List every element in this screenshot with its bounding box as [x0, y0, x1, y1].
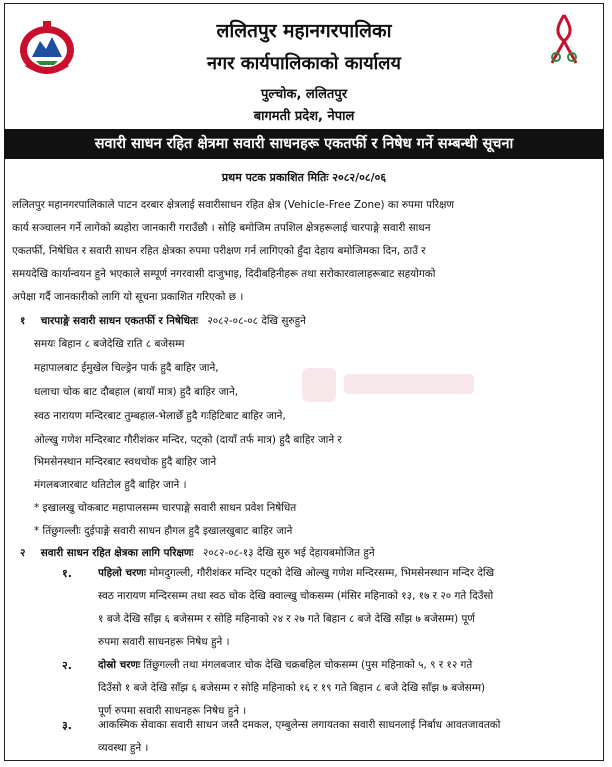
section-date: २०८२-०८-१३ देखि सुरु भई देहायबमोजित हुने — [202, 547, 375, 559]
section-1-line: भिमसेनस्थान मन्दिरबाट स्वथचोक हुदै बाहिर जाने — [34, 456, 217, 468]
office-name: नगर कार्यपालिकाको कार्यालय — [207, 53, 401, 74]
watermark-logo — [300, 360, 480, 410]
item-first-line — [98, 654, 598, 677]
phase-2-item — [98, 654, 598, 723]
section-1-line: स्वठ नारायण मन्दिरबाट तुम्बहाल-भेलाछेँ हुदै गःहिटिबाट बाहिर जाने, — [34, 410, 286, 422]
item-line: दिउँसो १ बजे देखि साँझ ६ बजेसम्म र सोहि महिनाको १६ र १९ गते बिहान ८ बजे देखि साँझ ७ बजेसम्म) — [98, 682, 486, 694]
item-number: ३. — [62, 719, 72, 732]
publish-date: प्रथम पटक प्रकाशित मितिः २०८२/०८/०६ — [221, 171, 387, 184]
intro-line: समयदेखि कार्यान्वयन हुने भएकाले सम्पूर्ण नगरवासी दाजुभाइ, दिदीबहिनीहरू तथा सरोकारवालाहरूबाट सहयोगको — [12, 268, 436, 280]
intro-paragraph — [12, 194, 596, 309]
notice-title-banner: सवारी साधन रहित क्षेत्रमा सवारी साधनहरू एकतर्फी र निषेध गर्ने सम्बन्धी सूचना — [4, 129, 604, 159]
letterhead — [4, 3, 604, 127]
item-line: व्यवस्था हुने । — [98, 742, 149, 754]
item-line: १ बजे देखि साँझ ६ बजेसम्म र सोहि महिनाको २४ र २७ गते बिहान ८ बजे देखि साँझ ७ बजेसम्म) पूर्ण — [98, 613, 475, 625]
section-heading: सवारी साधन रहित क्षेत्रका लागि परिक्षणः — [40, 547, 194, 559]
intro-line: कार्य सञ्चालन गर्ने लागेको ब्यहोरा जानकारी गराउँछौ । सोहि बमोजिम तपशिल क्षेत्रहरूलाई चारपाङ्गे सवारी साधन — [12, 222, 431, 234]
section-1-bullet: * तिंछुगल्लीः दुईपाङ्गे सवारी साधन हौगल हुदै इखालखुबाट बाहिर जाने — [34, 525, 293, 537]
intro-line: ललितपुर महानगरपालिकाले पाटन दरबार क्षेत्रलाई सवारीसाधन रहित क्षेत्र (Vehicle-Free Zone) का रुपमा परिक्षण — [12, 199, 454, 211]
section-number: १ — [20, 315, 26, 327]
item-text: मोमदुगल्ली, गौरीशंकर मन्दिर पट्को देखि ओल्खु गणेश मन्दिरसम्म, भिमसेनस्थान मन्दिर देखि — [149, 567, 495, 579]
item-text: आकस्मिक सेवाका सवारी साधन जस्तै दमकल, एम्बुलेन्स लगायतका सवारी साधनलाई निर्बाध आवतजावतको — [98, 719, 501, 731]
intro-line: एकतर्फी, निषेधित र सवारी साधन रहित क्षेत्रका रुपमा परीक्षण गर्न लागिएको हुँदा देहाय बमोजिमका दिन, ठाउँ र — [12, 245, 426, 257]
item-number: २. — [62, 659, 72, 672]
section-number: २ — [20, 547, 26, 559]
section-1-line: समयः बिहान ८ बजेदेखि राति ८ बजेसम्म — [34, 338, 185, 350]
section-2-header — [20, 546, 375, 560]
item-text: तिंछुगल्ली तथा मंगलबजार चोक देखि चक्रबहिल चोकसम्म (पुस महिनाको ५, ९ र १२ गते — [143, 659, 473, 671]
section-date: २०८२-०८-०८ देखि सुरुहुने — [207, 315, 306, 327]
section-1-line: धलाचा चोक बाट दौबहाल (बायाँ मात्र) हुदै बाहिर जाने, — [34, 386, 239, 398]
phase-1-item — [98, 562, 598, 654]
item-label: पहिलो चरणः — [98, 567, 146, 579]
item-first-line — [98, 562, 598, 585]
item-label: दोस्रो चरणः — [98, 659, 141, 671]
office-province: बागमती प्रदेश, नेपाल — [253, 109, 355, 124]
section-1-header — [20, 314, 306, 328]
section-1-line: ओल्खु गणेश मन्दिरबाट गौरीशंकर मन्दिर, पट्को (दायाँ तर्फ मात्र) हुदै बाहिर जाने र — [34, 434, 342, 446]
item-line: रुपमा सवारी साधनहरू निषेध हुने । — [98, 636, 230, 648]
section-1-line: महापालबाट ईमुखेल चिल्ड्रेन पार्क हुदै बाहिर जाने, — [34, 362, 219, 374]
office-location: पुल्चोक, ललितपुर — [260, 87, 348, 102]
section-heading: चारपाङ्गे सवारी साधन एकतर्फी र निषेधितः — [40, 315, 198, 327]
item-number: १. — [62, 567, 72, 580]
section-1-bullet: * इखालखु चोकबाट महापालसम्म चारपाङ्गे सवारी साधन प्रवेश निषेधित — [34, 502, 297, 514]
item-line: पूर्ण रुपमा सवारी साधनहरू निषेध हुने । — [98, 705, 247, 717]
item-line: स्वठ नारायण मन्दिरसम्म तथा स्वठ चोक देखि क्वाल्खु चोकसम्म (मंसिर महिनाको १३, १७ र २० गते दिउँसो — [98, 590, 494, 602]
item-first-line — [98, 714, 598, 737]
section-1-line: मंगलबजारबाट थतिटोल हुदै बाहिर जाने । — [34, 479, 187, 491]
org-name: ललितपुर महानगरपालिका — [216, 20, 392, 42]
intro-line: अपेक्षा गर्दै जानकारीको लागि यो सूचना प्रकाशित गरिएको छ । — [12, 291, 244, 303]
emergency-item — [98, 714, 598, 760]
